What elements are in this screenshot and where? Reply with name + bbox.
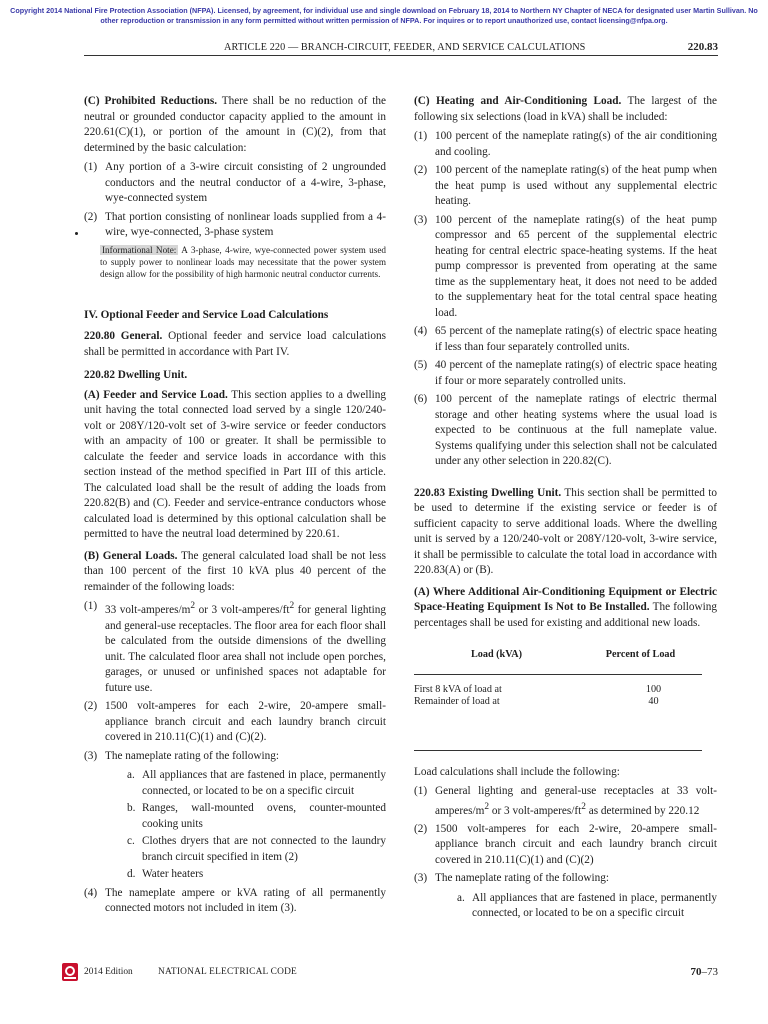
list-text: 1500 volt-amperes for each 2-wire, 20-ampere small-appliance branch circuit and each laundry branch circuit covered in 210.11(C)(1) and (C)(2): [435, 822, 717, 866]
list-item: [84, 160, 386, 207]
table-header-percent: Percent of Load: [579, 649, 702, 674]
sublist-text: Clothes dryers that are not connected to the laundry branch circuit specified in item (2): [142, 835, 386, 863]
nfpa-logo-icon: [62, 963, 78, 981]
sublist-item: [105, 867, 386, 883]
list-number: (5): [414, 359, 428, 371]
list-item: [414, 358, 717, 389]
sublist-item: [435, 891, 717, 922]
list-number: (4): [84, 886, 98, 899]
section-220-83-label: 220.83 Existing Dwelling Unit.: [414, 486, 562, 499]
feeder-service-load-text: This section applies to a dwelling unit having the total connected load served by a single 120/240-volt or 208Y/120-volt set of 3-wire service or feeder conductors with an ampacity of 100 or greater. It shall be permissible to calculate the feeder and service loads in accordance with this section instead of the method specified in Part III of this article. The calculated load shall be the result of adding the loads from 220.82(B) and (C). Feeder and service-entrance conductors whose calculated load is determined by this optional calculation shall be permitted to have the neutral load determined by 220.61.: [84, 388, 386, 541]
list-text: Any portion of a 3-wire circuit consisting of 2 ungrounded conductors and the neutral conductor of a 4-wire, 3-phase, wye-connected system: [105, 161, 386, 204]
list-text: 40 percent of the nameplate rating(s) of electric space heating if four or more separately controlled units.: [435, 359, 717, 387]
margin-bullet: [75, 232, 78, 235]
list-item: [414, 324, 717, 355]
table-header-row: [414, 649, 702, 674]
list-item: [414, 163, 717, 210]
list-text: 100 percent of the nameplate rating(s) of the heat pump when the heat pump is used without any supplemental electric heating.: [435, 164, 717, 207]
list-text: as determined by 220.12: [585, 804, 700, 817]
prohibited-reductions-label: (C) Prohibited Reductions.: [84, 95, 218, 107]
table-cell-load: First 8 kVA of load at: [414, 683, 502, 695]
prohibited-reductions-text: There shall be no reduction of the neutral or grounded conductor capacity applied to the amount in 220.61(C)(1), or portion of the amount in (C)(2), from that determined by the basic calculation:: [84, 95, 386, 154]
list-item: [414, 784, 717, 819]
sublist-text: Water heaters: [142, 868, 204, 881]
list-text: 33 volt-amperes/m: [105, 604, 191, 617]
table-row: [414, 674, 702, 696]
list-text: 100 percent of the nameplate rating(s) of the heat pump compressor and 65 percent of the supplemental electric heating for central electric space-heating systems. If the heat pump compressor is prevented from operating at the same time as the supplementary heat, it does not need to be added to the supplementary heat for the total central space heating load.: [435, 213, 717, 319]
informational-note-label: Informational Note:: [102, 244, 177, 255]
superscript: 2: [190, 601, 196, 612]
list-text: 100 percent of the nameplate ratings of electric thermal storage and other heating systems where the usual load is expected to be continuous at the full nameplate value. Systems qualifying under this selection shall not be calculated under any other selection in 220.82(C).: [435, 393, 717, 467]
table-bottom-rule: [414, 709, 702, 751]
list-number: (2): [414, 164, 428, 176]
feeder-service-load-para: [84, 388, 386, 543]
list-text: The nameplate rating of the following:: [435, 872, 610, 885]
running-head: [84, 41, 718, 56]
load-calc-intro: Load calculations shall include the following:: [414, 765, 620, 778]
feeder-service-load-label: (A) Feeder and Service Load.: [84, 388, 228, 401]
running-head-title: ARTICLE 220 — BRANCH-CIRCUIT, FEEDER, AND SERVICE CALCULATIONS: [224, 42, 586, 53]
list-item: [84, 210, 386, 241]
table-cell-percent: 40: [648, 696, 659, 707]
list-item: [414, 129, 717, 160]
general-loads-list: [84, 599, 386, 916]
section-220-80-label: 220.80 General.: [84, 330, 163, 343]
sublist-letter: a.: [457, 891, 465, 904]
page-number-rest: –73: [701, 966, 718, 978]
list-number: (6): [414, 393, 428, 405]
list-text: 1500 volt-amperes for each 2-wire, 20-ampere small-appliance branch circuit and each laundry branch circuit covered in 210.11(C)(1) and (C)(2).: [105, 700, 386, 744]
general-loads-para: [84, 549, 386, 596]
heating-ac-load-text: The largest of the following six selections (load in kVA) shall be included:: [414, 95, 717, 123]
section-220-82-heading: 220.82 Dwelling Unit.: [84, 369, 188, 382]
general-loads-text: The general calculated load shall be not less than 100 percent of the first 10 kVA plus 40 percent of the remainder of the following loads:: [84, 549, 387, 593]
calc-nameplate-sublist: [435, 891, 717, 922]
section-220-83-para: [414, 486, 717, 579]
footer-edition: 2014 Edition: [84, 967, 133, 977]
load-percent-table: [414, 649, 702, 709]
list-item: [414, 871, 717, 922]
list-item: [84, 749, 386, 883]
additional-equipment-label: (A) Where Additional Air-Conditioning Equipment or Electric Space-Heating Equipment Is Not to Be Installed.: [414, 585, 717, 613]
footer-page-number: [691, 966, 719, 978]
sublist-item: [105, 834, 386, 865]
page-footer: [58, 962, 718, 984]
sublist-letter: c.: [127, 835, 135, 848]
footer-code-title: NATIONAL ELECTRICAL CODE: [158, 967, 297, 977]
sublist-item: [105, 801, 386, 832]
list-item: [84, 886, 386, 917]
list-item: [414, 392, 717, 470]
list-number: (2): [84, 700, 98, 713]
prohibited-reductions-para: [84, 94, 386, 156]
sublist-letter: d.: [127, 868, 136, 881]
copyright-notice: Copyright 2014 National Fire Protection Association (NFPA). Licensed, by agreement, for individual use and single download on February 18, 2014 to Northern NY Chapter of NECA for designated user Martin Sullivan. No other reproduction or transmission in any form permitted without written permission of NFPA. For inquires or to report unauthorized use, contact licensing@nfpa.org.: [10, 6, 758, 25]
table-cell-percent: 100: [645, 683, 662, 695]
additional-equipment-para: [414, 585, 717, 632]
informational-note: [100, 244, 386, 280]
list-number: (4): [414, 325, 428, 337]
list-text: The nameplate rating of the following:: [105, 749, 280, 762]
list-item: [414, 822, 717, 869]
list-number: (3): [84, 749, 98, 762]
heating-ac-list: [414, 129, 717, 470]
superscript: 2: [484, 801, 490, 812]
heating-ac-load-label: (C) Heating and Air-Conditioning Load.: [414, 95, 622, 107]
prohibited-reductions-list: [84, 160, 386, 241]
list-text: or 3 volt-amperes/ft: [195, 604, 290, 617]
list-number: (2): [84, 210, 98, 223]
list-text: for general lighting and general-use receptacles. The floor area for each floor shall be calculated from the outside dimensions of the dwelling unit. The calculated floor area shall not include open porches, garages, or unused or unfinished spaces not adaptable for future use.: [105, 604, 386, 694]
list-item: [414, 213, 717, 322]
list-text: 100 percent of the nameplate rating(s) of the air conditioning and cooling.: [435, 130, 717, 158]
right-column: [414, 94, 717, 925]
sublist-text: All appliances that are fastened in place, permanently connected, or located to be on a specific circuit: [472, 891, 717, 920]
sublist-letter: a.: [127, 769, 135, 782]
nameplate-sublist: [105, 768, 386, 883]
heating-ac-load-para: [414, 94, 717, 125]
list-number: (3): [414, 213, 428, 226]
table-cell-load: Remainder of load at: [414, 696, 500, 707]
list-number: (1): [84, 161, 98, 173]
page-number-bold: 70: [690, 966, 702, 978]
list-item: [84, 699, 386, 746]
additional-equipment-text: The following percentages shall be used for existing and additional new loads.: [414, 601, 717, 629]
informational-note-text: A 3-phase, 4-wire, wye-connected power system used to supply power to nonlinear loads may necessitate that the power system design allow for the possibility of high harmonic neutral conductor currents.: [100, 244, 386, 279]
general-loads-label: (B) General Loads.: [84, 549, 178, 562]
section-220-80: [84, 329, 386, 360]
load-calc-list: [414, 784, 717, 922]
list-number: (2): [414, 822, 428, 835]
list-number: (1): [414, 785, 428, 797]
list-text: 65 percent of the nameplate rating(s) of electric space heating if less than four separately controlled units.: [435, 325, 717, 353]
list-item: [84, 599, 386, 696]
sublist-letter: b.: [127, 802, 136, 815]
table-row: [414, 696, 702, 709]
table-header-load: Load (kVA): [414, 649, 579, 674]
section-220-80-text: Optional feeder and service load calculations shall be permitted in accordance with Part IV.: [84, 330, 386, 358]
sublist-text: All appliances that are fastened in place, permanently connected, or located to be on a specific circuit: [142, 769, 386, 797]
running-head-section: 220.83: [687, 41, 718, 53]
superscript: 2: [289, 601, 295, 612]
left-column: [84, 94, 386, 920]
section-220-83-text: This section shall be permitted to be used to determine if the existing service or feeder is of sufficient capacity to serve additional loads. Where the dwelling unit is served by a 120/240-volt or 208Y/120-volt, 3-wire service, it shall be permissible to calculate the total load in accordance with 220.83(A) or (B).: [414, 486, 718, 576]
list-text: General lighting and general-use receptacles at 33 volt-amperes/m: [435, 785, 717, 817]
part-iv-heading: IV. Optional Feeder and Service Load Calculations: [84, 308, 329, 321]
sublist-item: [105, 768, 386, 799]
list-number: (3): [414, 872, 428, 885]
list-number: (1): [84, 600, 98, 613]
list-number: (1): [414, 130, 428, 142]
list-text: That portion consisting of nonlinear loads supplied from a 4-wire, wye-connected, 3-phase system: [105, 210, 386, 238]
list-text: or 3 volt-amperes/ft: [489, 804, 582, 817]
superscript: 2: [581, 801, 586, 812]
sublist-text: Ranges, wall-mounted ovens, counter-mounted cooking units: [142, 802, 386, 830]
list-text: The nameplate ampere or kVA rating of all permanently connected motors not included in item (3).: [105, 886, 386, 915]
